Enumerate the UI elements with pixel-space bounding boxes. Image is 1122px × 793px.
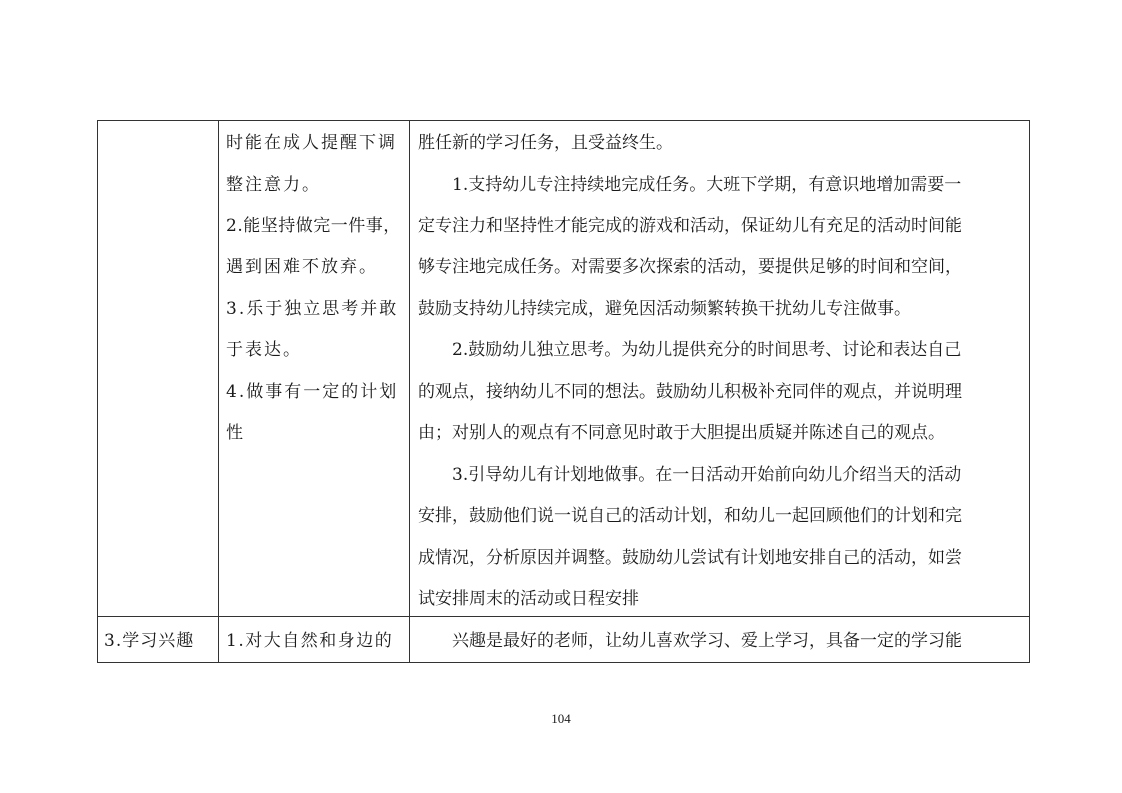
guidance-line: 的观点，接纳幼儿不同的想法。鼓励幼儿积极补充同伴的观点，并说明理 bbox=[418, 382, 962, 402]
guidance-line: 兴趣是最好的老师，让幼儿喜欢学习、爱上学习，具备一定的学习能 bbox=[452, 631, 962, 651]
goal-line: 1.对大自然和身边的 bbox=[226, 631, 394, 651]
goal-line: 性 bbox=[226, 423, 245, 443]
guidance-line: 够专注地完成任务。对需要多次探索的活动，要提供足够的时间和空间， bbox=[418, 257, 962, 277]
goal-line: 3.乐于独立思考并敢 bbox=[226, 299, 399, 319]
guidance-line: 胜任新的学习任务，且受益终生。 bbox=[418, 133, 673, 153]
guidance-line: 3.引导幼儿有计划地做事。在一日活动开始前向幼儿介绍当天的活动 bbox=[452, 465, 962, 485]
goal-line: 于表达。 bbox=[226, 340, 302, 360]
goal-line: 遇到困难不放弃。 bbox=[226, 257, 378, 277]
category-cell bbox=[98, 121, 219, 617]
guidance-line: 定专注力和坚持性才能完成的游戏和活动，保证幼儿有充足的活动时间能 bbox=[418, 216, 962, 236]
goal-line: 2.能坚持做完一件事， bbox=[226, 216, 401, 236]
category-label: 3.学习兴趣 bbox=[104, 631, 195, 651]
guidance-line: 1.支持幼儿专注持续地完成任务。大班下学期，有意识地增加需要一 bbox=[452, 175, 962, 195]
goal-line: 4.做事有一定的计划 bbox=[226, 382, 399, 402]
page-number: 104 bbox=[551, 711, 571, 726]
guidance-line: 2.鼓励幼儿独立思考。为幼儿提供充分的时间思考、讨论和表达自己 bbox=[452, 340, 962, 360]
guidance-line: 鼓励支持幼儿持续完成，避免因活动频繁转换干扰幼儿专注做事。 bbox=[418, 299, 911, 319]
goal-line: 整注意力。 bbox=[226, 175, 321, 195]
guidance-line: 由；对别人的观点有不同意见时敢于大胆提出质疑并陈述自己的观点。 bbox=[418, 423, 945, 443]
guidance-line: 成情况，分析原因并调整。鼓励幼儿尝试有计划地安排自己的活动，如尝 bbox=[418, 548, 962, 568]
guidance-line: 试安排周末的活动或日程安排 bbox=[418, 589, 639, 609]
guidance-line: 安排，鼓励他们说一说自己的活动计划，和幼儿一起回顾他们的计划和完 bbox=[418, 506, 962, 526]
goal-line: 时能在成人提醒下调 bbox=[226, 133, 397, 153]
